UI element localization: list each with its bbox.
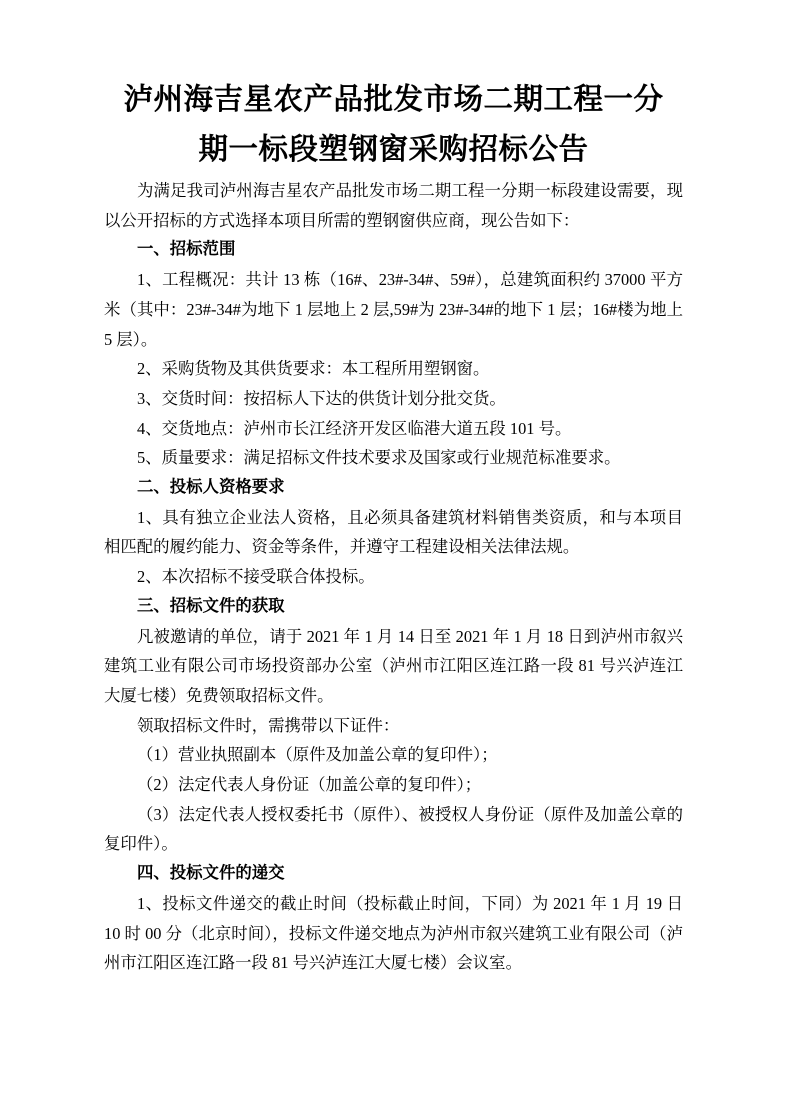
para-delivery-location: 4、交货地点：泸州市长江经济开发区临港大道五段 101 号。	[137, 418, 572, 438]
para-quality-requirements: 5、质量要求：满足招标文件技术要求及国家或行业规范标准要求。	[137, 448, 621, 468]
para-required-document-3: （3）法定代表人授权委托书（原件）、被授权人身份证（原件及加盖公章的复印件）。	[104, 804, 683, 854]
para-project-overview: 1、工程概况：共计 13 栋（16#、23#-34#、59#），总建筑面积约 37000 平方米（其中：23#-34#为地下 1 层地上 2 层,59#为 23#-34#的地下 1 层；16#楼为地上 5 层）。	[104, 270, 683, 349]
section-heading-bidder-qualifications: 二、投标人资格要求	[137, 478, 285, 497]
para-acquisition-details: 凡被邀请的单位，请于 2021 年 1 月 14 日至 2021 年 1 月 18 日到泸州市叙兴建筑工业有限公司市场投资部办公室（泸州市江阳区连江路一段 81 号兴泸连江大厦七楼）免费领取招标文件。	[104, 626, 683, 705]
para-submission-deadline: 1、投标文件递交的截止时间（投标截止时间，下同）为 2021 年 1 月 19 日 10 时 00 分（北京时间），投标文件递交地点为泸州市叙兴建筑工业有限公司（泸州市江阳区连江路一段 81 号兴泸连江大厦七楼）会议室。	[104, 893, 683, 973]
para-qualification-1: 1、具有独立企业法人资格，且必须具备建筑材料销售类资质，和与本项目相匹配的履约能力、资金等条件，并遵守工程建设相关法律法规。	[104, 507, 683, 557]
para-required-document-1: （1）营业执照副本（原件及加盖公章的复印件）；	[137, 745, 498, 765]
document-title	[104, 75, 683, 175]
section-heading-bid-submission: 四、投标文件的递交	[137, 864, 285, 883]
intro-paragraph: 为满足我司泸州海吉星农产品批发市场二期工程一分期一标段建设需要，现以公开招标的方式选择本项目所需的塑钢窗供应商，现公告如下：	[104, 181, 683, 230]
document-title-line-1: 泸州海吉星农产品批发市场二期工程一分	[123, 83, 664, 116]
para-delivery-time: 3、交货时间：按招标人下达的供货计划分批交货。	[137, 388, 506, 408]
para-required-document-2: （2）法定代表人身份证（加盖公章的复印件）；	[137, 775, 482, 795]
para-procured-goods: 2、采购货物及其供货要求：本工程所用塑钢窗。	[137, 359, 490, 379]
para-qualification-2: 2、本次招标不接受联合体投标。	[137, 567, 375, 587]
section-heading-document-acquisition: 三、招标文件的获取	[137, 596, 285, 615]
para-required-documents-intro: 领取招标文件时，需携带以下证件：	[137, 715, 400, 735]
document-body	[104, 176, 683, 978]
document-title-line-2: 期一标段塑钢窗采购招标公告	[198, 133, 589, 166]
section-heading-bid-scope: 一、招标范围	[137, 240, 236, 259]
